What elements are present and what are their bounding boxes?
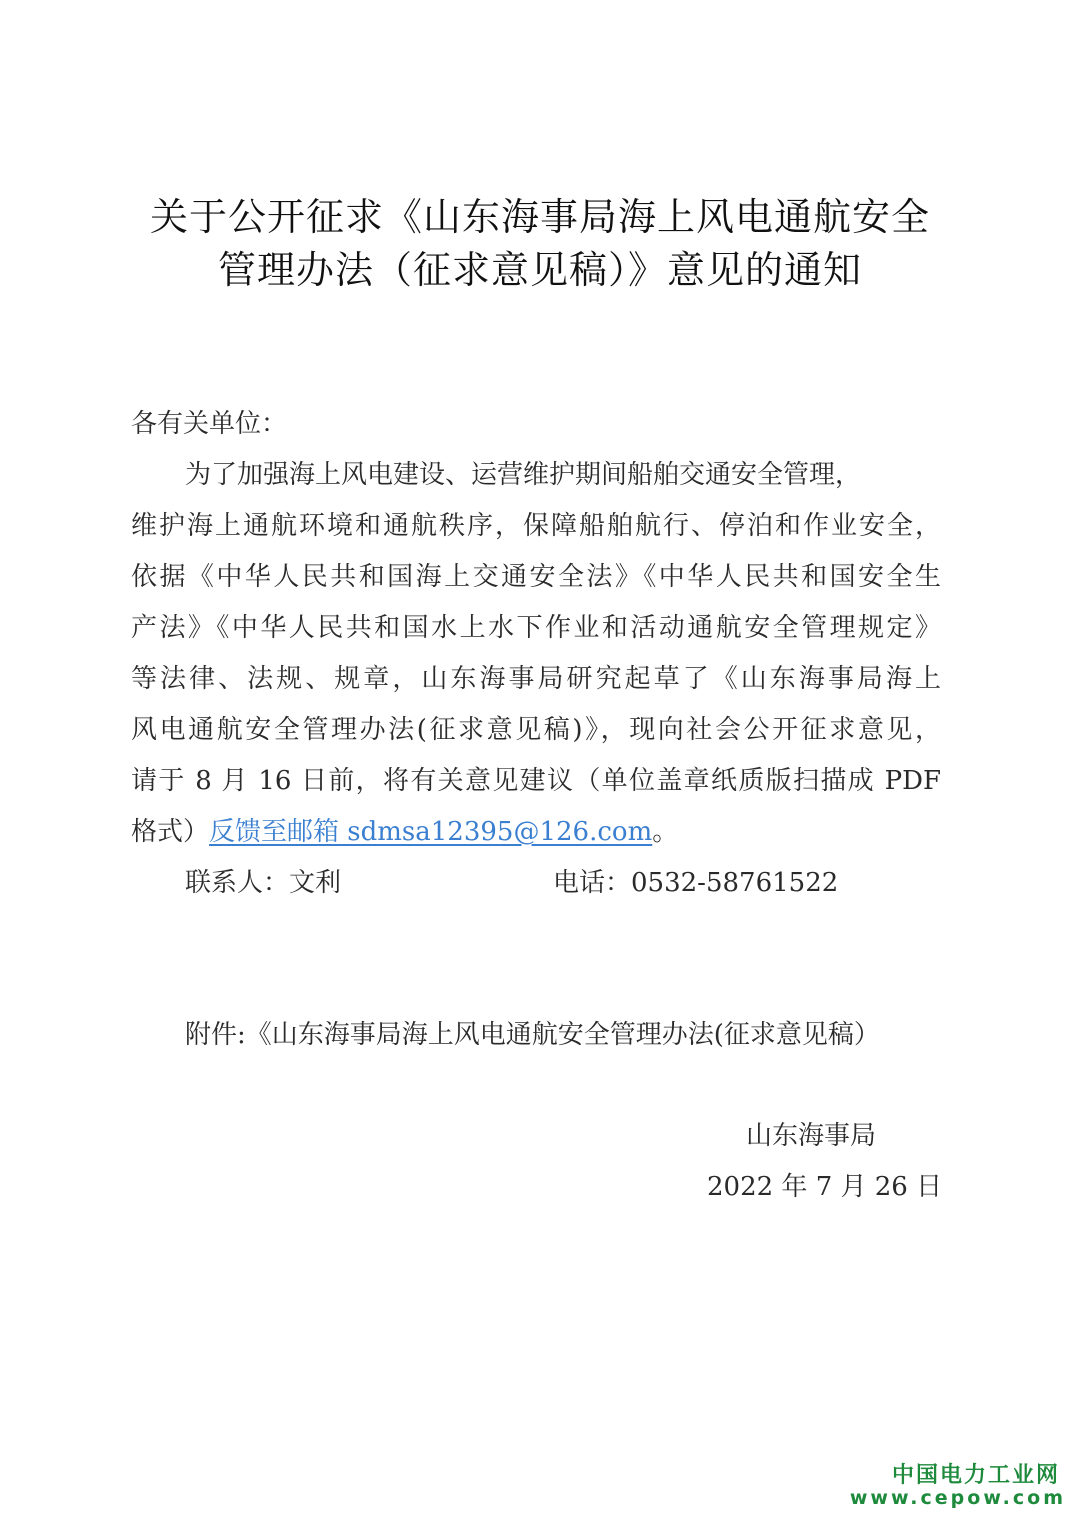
signature-date: 2022 年 7 月 26 日 <box>707 1172 943 1202</box>
greeting: 各有关单位： <box>131 409 288 439</box>
attachment-line: 附件:《山东海事局海上风电通航安全管理办法(征求意见稿） <box>185 1020 880 1050</box>
body-line-3: 依据《中华人民共和国海上交通安全法》《中华人民共和国安全生 <box>131 562 941 592</box>
contact-person: 联系人：文利 <box>185 868 342 898</box>
body-line-1: 为了加强海上风电建设、运营维护期间船舶交通安全管理， <box>185 460 862 490</box>
body-line-2: 维护海上通航环境和通航秩序，保障船舶航行、停泊和作业安全， <box>131 511 941 541</box>
body-line-8-suffix: 。 <box>652 817 679 847</box>
body-line-5: 等法律、法规、规章，山东海事局研究起草了《山东海事局海上 <box>131 664 941 694</box>
body-line-4: 产法》《中华人民共和国水上水下作业和活动通航安全管理规定》 <box>131 613 941 643</box>
email-link[interactable]: 反馈至邮箱 sdmsa12395@126.com <box>209 817 653 847</box>
contact-phone: 电话：0532-58761522 <box>553 868 839 898</box>
body-line-8 <box>131 812 678 852</box>
document-title-line-2: 管理办法（征求意见稿）》意见的通知 <box>217 248 862 292</box>
signature-org: 山东海事局 <box>746 1121 877 1151</box>
body-line-6: 风电通航安全管理办法(征求意见稿)》，现向社会公开征求意见， <box>131 715 941 745</box>
watermark-site-name: 中国电力工业网 <box>891 1463 1060 1488</box>
watermark-url: www.cepow.com <box>849 1487 1066 1509</box>
body-line-8-prefix: 格式） <box>131 817 210 847</box>
document-title-line-1: 关于公开征求《山东海事局海上风电通航安全 <box>149 195 930 239</box>
body-line-7: 请于 8 月 16 日前，将有关意见建议（单位盖章纸质版扫描成 PDF <box>131 766 941 796</box>
